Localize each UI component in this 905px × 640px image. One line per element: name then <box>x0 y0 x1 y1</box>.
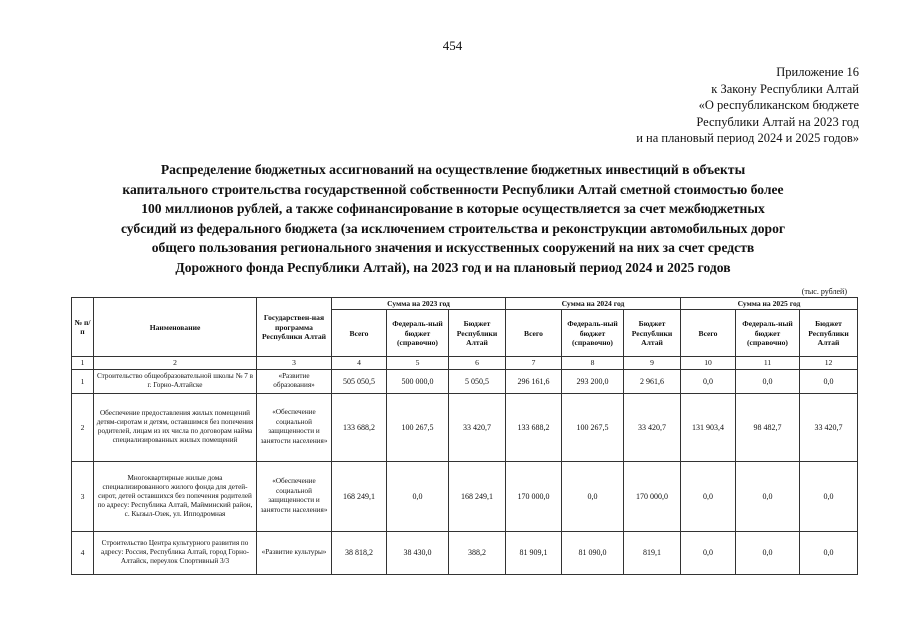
program-name: «Развитие культуры» <box>257 531 332 574</box>
value-2025-total: 0,0 <box>681 369 736 393</box>
column-number: 2 <box>94 357 257 369</box>
column-numbers-row <box>72 357 858 369</box>
column-number: 8 <box>562 357 624 369</box>
header-total: Всего <box>506 310 562 357</box>
value-2023-federal: 500 000,0 <box>387 369 449 393</box>
value-2025-republic: 33 420,7 <box>800 393 858 461</box>
value-2024-federal: 293 200,0 <box>562 369 624 393</box>
header-federal: Федераль-ный бюджет (справочно) <box>562 310 624 357</box>
value-2024-federal: 100 267,5 <box>562 393 624 461</box>
header-sum-2023: Сумма на 2023 год <box>332 298 506 310</box>
appendix-line: Республики Алтай на 2023 год <box>696 114 859 129</box>
column-number: 5 <box>387 357 449 369</box>
column-number: 6 <box>449 357 506 369</box>
title-line: 100 миллионов рублей, а также софинансирование в которые осуществляется за счет межбюджетных <box>141 201 765 216</box>
value-2025-republic: 0,0 <box>800 369 858 393</box>
column-number: 1 <box>72 357 94 369</box>
column-number: 3 <box>257 357 332 369</box>
header-republic: Бюджет Республики Алтай <box>449 310 506 357</box>
title-line: Дорожного фонда Республики Алтай), на 2023 год и на плановый период 2024 и 2025 годов <box>175 259 731 275</box>
column-number: 9 <box>624 357 681 369</box>
value-2025-federal: 0,0 <box>736 461 800 531</box>
value-2025-total: 0,0 <box>681 531 736 574</box>
value-2024-republic: 33 420,7 <box>624 393 681 461</box>
value-2025-total: 131 903,4 <box>681 393 736 461</box>
header-total: Всего <box>332 310 387 357</box>
header-sum-2024: Сумма на 2024 год <box>506 298 681 310</box>
appendix-line: к Закону Республики Алтай <box>711 81 859 96</box>
value-2025-federal: 0,0 <box>736 531 800 574</box>
value-2023-total: 168 249,1 <box>332 461 387 531</box>
column-number: 7 <box>506 357 562 369</box>
budget-table <box>71 297 858 575</box>
value-2024-republic: 170 000,0 <box>624 461 681 531</box>
program-name: «Обеспечение социальной защищенности и занятости населения» <box>257 393 332 461</box>
header-program: Государствен-ная программа Республики Алтай <box>257 298 332 357</box>
object-name: Строительство Центра культурного развития по адресу: Россия, Республика Алтай, город Горно-Алтайск, переулок Спортивный 3/3 <box>94 531 257 574</box>
value-2024-republic: 2 961,6 <box>624 369 681 393</box>
column-number: 10 <box>681 357 736 369</box>
value-2023-republic: 388,2 <box>449 531 506 574</box>
table-row <box>72 369 858 393</box>
appendix-reference <box>539 64 859 147</box>
appendix-line: и на плановый период 2024 и 2025 годов» <box>636 131 859 145</box>
object-name: Строительство общеобразовательной школы № 7 в г. Горно-Алтайске <box>94 369 257 393</box>
object-name: Многоквартирные жилые дома специализированного жилого фонда для детей-сирот, детей оставшихся без попечения родителей по адресу: Республика Алтай, Майминский район, с. Кызыл-Озек, ул. Ипподромная <box>94 461 257 531</box>
title-line: общего пользования регионального значения и искусственных сооружений на них за счет средств <box>151 240 755 255</box>
object-name: Обеспечение предоставления жилых помещений детям-сиротам и детям, оставшимся без попечения родителей, лицам из их числа по договорам найма специализированных жилых помещений <box>94 393 257 461</box>
value-2025-republic: 0,0 <box>800 531 858 574</box>
table-row <box>72 393 858 461</box>
value-2025-federal: 0,0 <box>736 369 800 393</box>
column-number: 11 <box>736 357 800 369</box>
header-total: Всего <box>681 310 736 357</box>
header-num: № п/п <box>72 298 94 357</box>
appendix-line: «О республиканском бюджете <box>698 98 859 112</box>
header-federal: Федераль-ный бюджет (справочно) <box>736 310 800 357</box>
value-2024-total: 170 000,0 <box>506 461 562 531</box>
value-2023-federal: 100 267,5 <box>387 393 449 461</box>
title-line: субсидий из федерального бюджета (за исключением строительства и реконструкции автомобильных дорог <box>120 220 786 236</box>
value-2023-federal: 0,0 <box>387 461 449 531</box>
program-name: «Обеспечение социальной защищенности и занятости населения» <box>257 461 332 531</box>
title-line: Распределение бюджетных ассигнований на осуществление бюджетных инвестиций в объекты <box>160 162 746 177</box>
column-number: 4 <box>332 357 387 369</box>
table-row <box>72 531 858 574</box>
row-number: 3 <box>72 461 94 531</box>
header-republic: Бюджет Республики Алтай <box>624 310 681 357</box>
value-2023-total: 38 818,2 <box>332 531 387 574</box>
header-name: Наименование <box>94 298 257 357</box>
value-2024-federal: 0,0 <box>562 461 624 531</box>
value-2024-total: 296 161,6 <box>506 369 562 393</box>
value-2023-total: 505 050,5 <box>332 369 387 393</box>
value-2023-republic: 168 249,1 <box>449 461 506 531</box>
value-2023-republic: 5 050,5 <box>449 369 506 393</box>
value-2024-total: 133 688,2 <box>506 393 562 461</box>
row-number: 4 <box>72 531 94 574</box>
title-line: капитального строительства государственной собственности Республики Алтай сметной стоимостью более <box>122 181 784 197</box>
appendix-line: Приложение 16 <box>776 65 859 79</box>
document-title <box>78 160 828 277</box>
units-note: (тыс. рублей) <box>801 287 847 296</box>
value-2023-republic: 33 420,7 <box>449 393 506 461</box>
value-2023-federal: 38 430,0 <box>387 531 449 574</box>
value-2024-republic: 819,1 <box>624 531 681 574</box>
value-2025-federal: 98 482,7 <box>736 393 800 461</box>
header-republic: Бюджет Республики Алтай <box>800 310 858 357</box>
value-2023-total: 133 688,2 <box>332 393 387 461</box>
row-number: 1 <box>72 369 94 393</box>
program-name: «Развитие образования» <box>257 369 332 393</box>
page-number: 454 <box>442 38 463 53</box>
header-sum-2025: Сумма на 2025 год <box>681 298 858 310</box>
value-2025-total: 0,0 <box>681 461 736 531</box>
column-number: 12 <box>800 357 858 369</box>
value-2024-federal: 81 090,0 <box>562 531 624 574</box>
value-2025-republic: 0,0 <box>800 461 858 531</box>
value-2024-total: 81 909,1 <box>506 531 562 574</box>
header-federal: Федераль-ный бюджет (справочно) <box>387 310 449 357</box>
row-number: 2 <box>72 393 94 461</box>
table-row <box>72 461 858 531</box>
